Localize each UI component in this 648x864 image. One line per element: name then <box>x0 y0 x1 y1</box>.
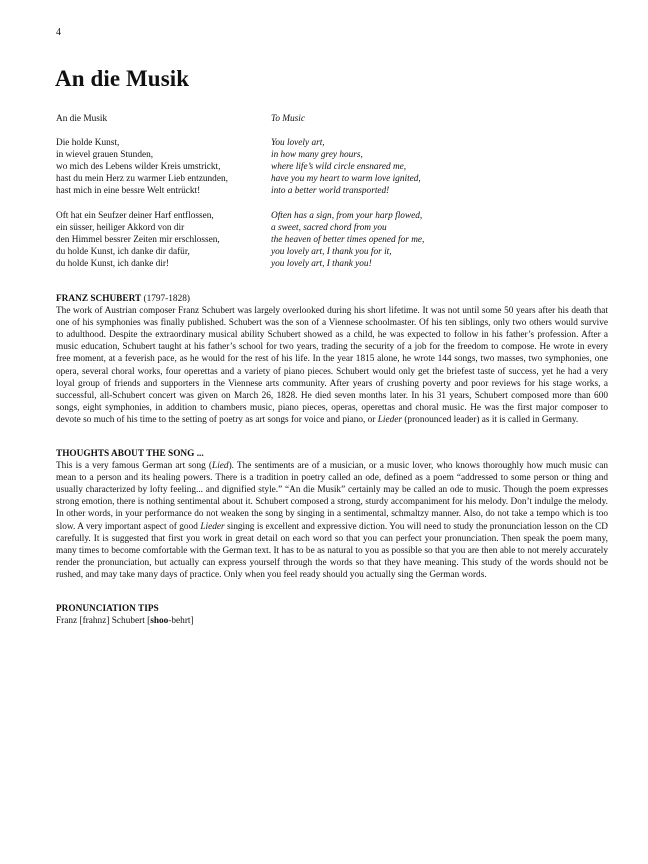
poem-line: the heaven of better times opened for me, <box>271 234 425 245</box>
english-stanza <box>271 137 501 197</box>
german-poem <box>56 113 261 282</box>
section-heading: FRANZ SCHUBERT <box>56 294 142 304</box>
italic-term: Lied <box>212 461 229 472</box>
poem-line: hast du mein Herz zu warmer Lieb entzunden, <box>56 174 228 185</box>
page-title: An die Musik <box>55 66 190 91</box>
body-text: The work of Austrian composer Franz Schubert was largely overlooked during his short lifetime. It was not until some 50 years after his death that one of his symphonies was finally published. Schubert was the son of a Viennese schoolmaster. Of his ten siblings, only two others would survive to adulthood. Despite the extraordinary musical ability Schubert showed as a child, he was expected to follow in his father’s profession. After a music education, Schubert taught at his father’s school for two years, trading the security of a job for the freedom to compose. He wrote in every free moment, at a feverish pace, as he would for the rest of his life. In the year 1815 alone, he wrote 144 songs, two masses, two symphonies, one opera, several choral works, four operettas and a variety of piano pieces. Schubert would only get the briefest taste of success, yet he had a very loyal group of friends and supporters in the Viennese arts community. After years of crushing poverty and poor reviews for his stage works, a successful, all-Schubert concert was given on March 26, 1828. He died seven months later. In his 31 years, Schubert composed more than 600 songs, eight symphonies, in addition to chambers music, piano pieces, operas, operettas and choral music. He was the first major composer to devote so much of his time to the setting of poetry as art songs for voice and piano, or <box>56 306 608 425</box>
thoughts-section <box>56 448 608 581</box>
poem-line: den Himmel bessrer Zeiten mir erschlossen, <box>56 234 220 245</box>
poem-line: du holde Kunst, ich danke dir dafür, <box>56 246 190 257</box>
english-poem-title: To Music <box>271 114 306 124</box>
poem-line: ein süsser, heiliger Akkord von dir <box>56 222 185 233</box>
poem-line: Often has a sign, from your harp flowed, <box>271 210 423 221</box>
german-poem-title: An die Musik <box>56 114 108 124</box>
poem-line: Die holde Kunst, <box>56 138 120 149</box>
page-number: 4 <box>56 27 61 38</box>
pronunciation-text <box>56 615 608 627</box>
biography-text <box>56 305 608 426</box>
poem-line: you lovely art, I thank you! <box>271 259 372 270</box>
thoughts-text <box>56 460 608 581</box>
poem-line: You lovely art, <box>271 138 325 149</box>
pronunciation-section <box>56 603 608 627</box>
german-stanza <box>56 210 261 270</box>
italic-term: Lieder <box>377 414 402 425</box>
section-heading: PRONUNCIATION TIPS <box>56 604 159 614</box>
biography-section <box>56 293 608 426</box>
poem-line: in wievel grauen Stunden, <box>56 150 154 161</box>
biography-heading <box>56 293 608 305</box>
poem-line: wo mich des Lebens wilder Kreis umstrickt, <box>56 162 221 173</box>
composer-years: (1797-1828) <box>141 294 190 304</box>
section-heading: THOUGHTS ABOUT THE SONG ... <box>56 449 204 459</box>
poem-line: in how many grey hours, <box>271 150 363 161</box>
poem-line: have you my heart to warm love ignited, <box>271 174 421 185</box>
poem-line: into a better world transported! <box>271 186 390 197</box>
poem-line: you lovely art, I thank you for it, <box>271 246 392 257</box>
poem-line: where life’s wild circle ensnared me, <box>271 162 407 173</box>
body-text: singing is excellent and expressive diction. You will need to study the pronunciation lesson on the CD carefully. It is suggested that first you work in great detail on each word so that you can perfect your pronunciation. Then speak the poem many, many times to become comfortable with the German text. It has to be as natural to you as possible so that you are then able to not merely accurately render the pronunciation, but actually can express yourself through the words so that they have meaning. This study of the words should not be rushed, and may take many days of practice. Only when you feel ready should you actually sing the German words. <box>56 521 609 580</box>
german-stanza <box>56 137 261 197</box>
body-text: This is a very famous German art song ( <box>56 461 213 472</box>
english-stanza <box>271 210 501 270</box>
stressed-syllable: shoo <box>150 616 169 627</box>
poem-line: Oft hat ein Seufzer deiner Harf entflossen, <box>56 210 214 221</box>
english-poem <box>271 113 501 282</box>
body-text: (pronounced leader) as it is called in Germany. <box>402 414 579 425</box>
body-text: Franz [frahnz] Schubert [ <box>56 616 151 627</box>
poem-line: hast mich in eine bessre Welt entrückt! <box>56 186 201 197</box>
body-text: -behrt] <box>168 616 194 627</box>
poem-line: a sweet, sacred chord from you <box>271 222 387 233</box>
body-text: ). The sentiments are of a musician, or a music lover, who knows thoroughly how much music can mean to a person and its healing powers. There is a tradition in poetry called an ode, defined as a poem “addressed to some person or thing and usually characterized by lofty feeling... and dignified style.” “An die Musik” certainly may be called an ode to music. Though the poem expresses strong emotion, there is nothing sentimental about it. Schubert composed a strong, sturdy accompaniment for his melody. Don’t indulge the melody. In other words, in your performance do not weaken the song by singing in a sentimental, schmaltzy manner. Also, do not take a tempo which is too slow. A very important aspect of good <box>56 461 608 532</box>
poem-line: du holde Kunst, ich danke dir! <box>56 259 170 270</box>
italic-term: Lieder <box>200 521 225 532</box>
